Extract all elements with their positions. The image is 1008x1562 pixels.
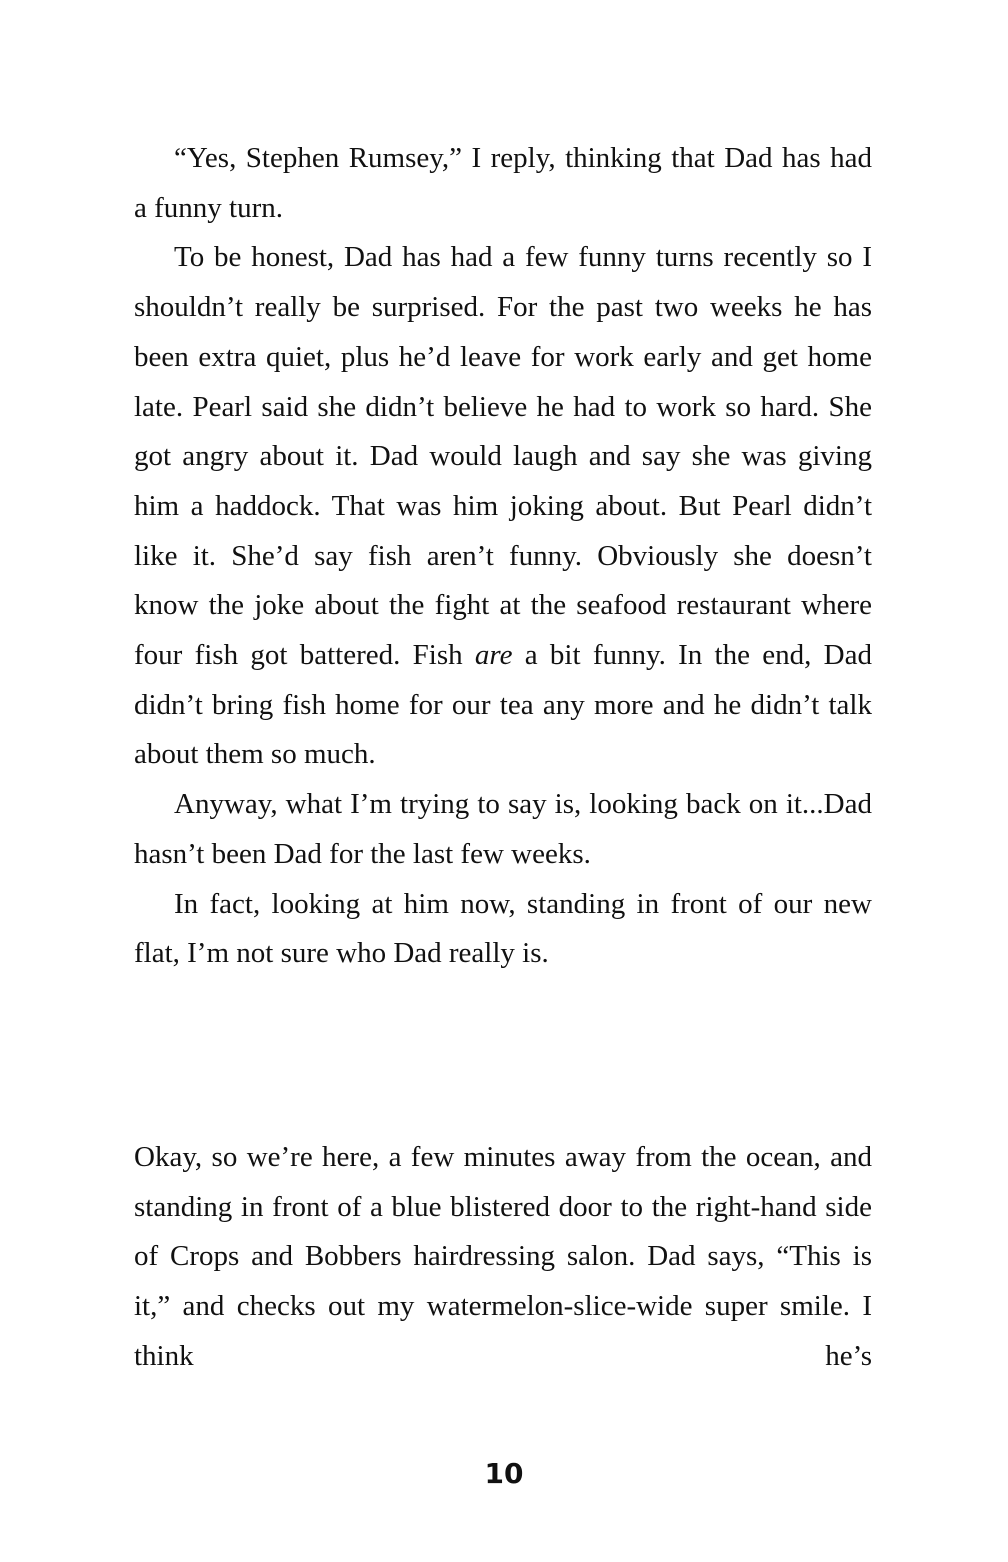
text-section-2 xyxy=(134,1133,872,1382)
paragraph: In fact, looking at him now, standing in front of our new flat, I’m not sure who Dad really is. xyxy=(134,887,872,970)
paragraph-text: a bit funny. In the end, Dad didn’t bring fish home for our tea any more and he didn’t talk about them so much. xyxy=(134,639,872,771)
paragraph: “Yes, Stephen Rumsey,” I reply, thinking that Dad has had a funny turn. xyxy=(134,142,872,224)
paragraph-text: To be honest, Dad has had a few funny turns recently so I shouldn’t really be surprised. For the past two weeks he has been extra quiet, plus he’d leave for work early and get home late. Pearl said she didn’t believe he had to work so hard. She got angry about it. Dad would laugh and say she was giving him a haddock. That was him joking about. But Pearl didn’t like it. She’d say fish aren’t funny. Obviously she doesn’t know the joke about the fight at the seafood restaurant where four fish got battered. Fish xyxy=(134,241,872,672)
paragraph: Anyway, what I’m trying to say is, looking back on it...Dad hasn’t been Dad for the last few weeks. xyxy=(134,788,872,870)
page-number: 10 xyxy=(484,1457,524,1490)
paragraph: Okay, so we’re here, a few minutes away from the ocean, and standing in front of a blue blistered door to the right-hand side of Crops and Bobbers hairdressing salon. Dad says, “This is it,” and checks out my watermelon-slice-wide super smile. I think he’s xyxy=(134,1141,872,1372)
text-section-1 xyxy=(134,134,872,979)
emphasized-word: are xyxy=(474,639,513,672)
paragraph xyxy=(134,233,872,780)
